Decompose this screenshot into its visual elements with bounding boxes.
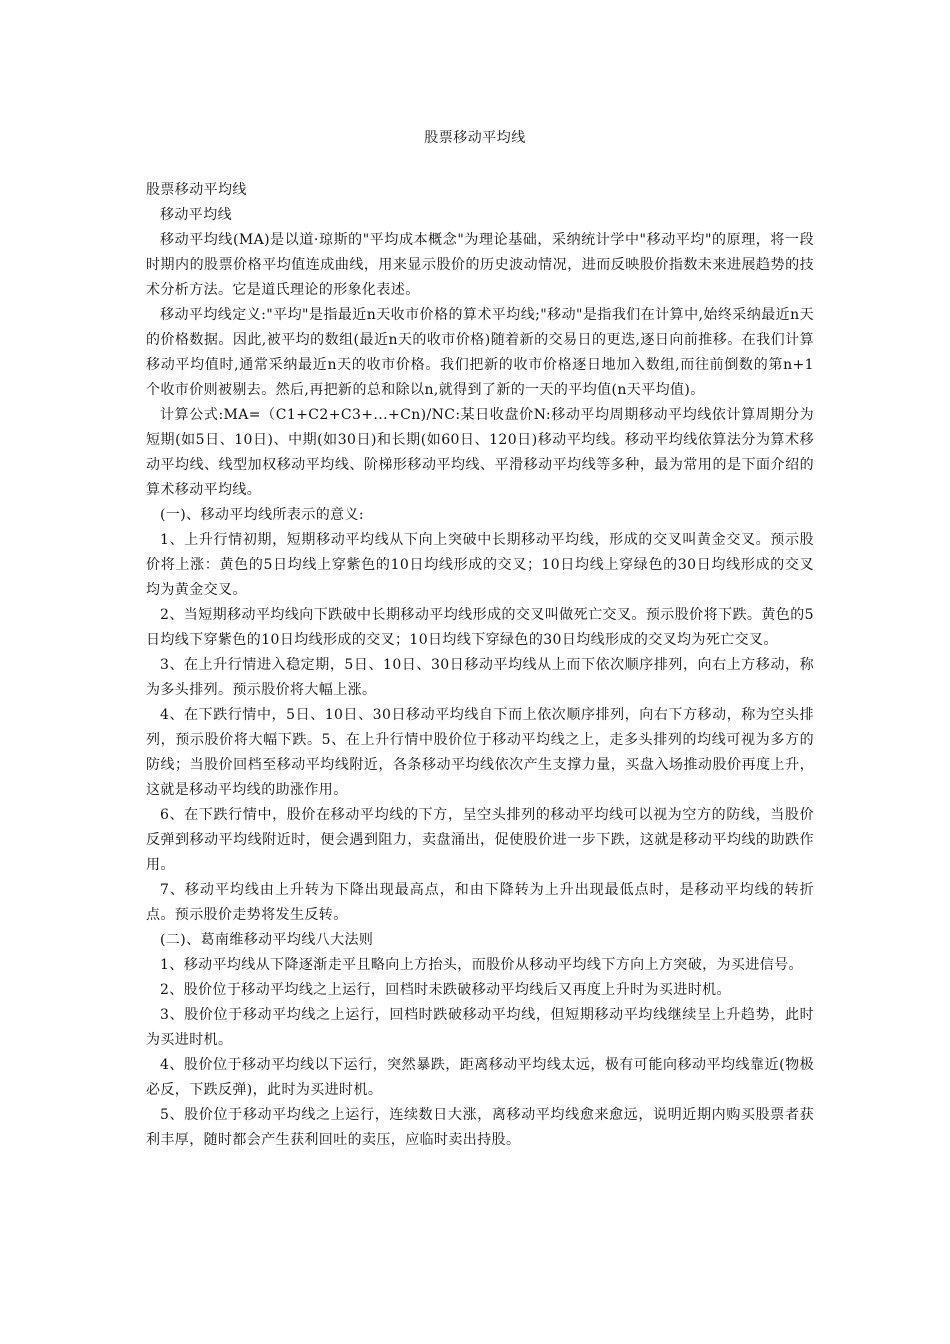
list-item: 4、在下跌行情中，5日、10日、30日移动平均线自下而上依次顺序排列，向右下方移动，称为空头排列，预示股价将大幅下跌。5、在上升行情中股价位于移动平均线之上，走多头排列的均线可视为多方的防线；当股价回档至移动平均线附近，各条移动平均线依次产生支撑力量，买盘入场推动股价再度上升，这就是移动平均线的助涨作用。 — [146, 707, 814, 798]
page-title: 股票移动平均线 — [424, 130, 526, 146]
list-item: 3、股价位于移动平均线之上运行，回档时跌破移动平均线，但短期移动平均线继续呈上升趋势，此时为买进时机。 — [146, 1007, 814, 1048]
list-item: 1、上升行情初期，短期移动平均线从下向上突破中长期移动平均线，形成的交叉叫黄金交叉。预示股价将上涨：黄色的5日均线上穿紫色的10日均线形成的交叉；10日均线上穿绿色的30日均线形成的交叉均为黄金交叉。 — [146, 532, 814, 598]
body-paragraph: 计算公式:MA=（C1+C2+C3+...+Cn)/NC:某日收盘价N:移动平均周期移动平均线依计算周期分为短期(如5日、10日)、中期(如30日)和长期(如60日、120日)移动平均线。移动平均线依算法分为算术移动平均线、线型加权移动平均线、阶梯形移动平均线、平滑移动平均线等多种，最为常用的是下面介绍的算术移动平均线。 — [146, 407, 814, 498]
list-item: 2、股价位于移动平均线之上运行，回档时未跌破移动平均线后又再度上升时为买进时机。 — [160, 982, 731, 998]
subsection-heading: 移动平均线 — [160, 207, 232, 223]
list-item: 4、股价位于移动平均线以下运行，突然暴跌，距离移动平均线太远，极有可能向移动平均线靠近(物极必反，下跌反弹)，此时为买进时机。 — [146, 1057, 814, 1098]
body-paragraph: 移动平均线(MA)是以道·琼斯的"平均成本概念"为理论基础，采纳统计学中"移动平均"的原理，将一段时期内的股票价格平均值连成曲线，用来显示股价的历史波动情况，进而反映股价指数未来进展趋势的技术分析方法。它是道氏理论的形象化表述。 — [146, 232, 814, 298]
list-item: 7、移动平均线由上升转为下降出现最高点，和由下降转为上升出现最低点时，是移动平均线的转折点。预示股价走势将发生反转。 — [146, 882, 814, 923]
list-heading: (二)、葛南维移动平均线八大法则 — [160, 932, 374, 948]
list-item: 3、在上升行情进入稳定期，5日、10日、30日移动平均线从上而下依次顺序排列，向右上方移动，称为多头排列。预示股价将大幅上涨。 — [146, 657, 814, 698]
section-heading: 股票移动平均线 — [146, 182, 247, 198]
body-paragraph: 移动平均线定义:"平均"是指最近n天收市价格的算术平均线;"移动"是指我们在计算中,始终采纳最近n天的价格数据。因此,被平均的数组(最近n天的收市价格)随着新的交易日的更迭,逐日向前推移。在我们计算移动平均值时,通常采纳最近n天的收市价格。我们把新的收市价格逐日地加入数组,而往前倒数的第n+1个收市价则被剔去。然后,再把新的总和除以n,就得到了新的一天的平均值(n天平均值)。 — [146, 307, 814, 398]
list-item: 5、股价位于移动平均线之上运行，连续数日大涨，离移动平均线愈来愈远，说明近期内购买股票者获利丰厚，随时都会产生获利回吐的卖压，应临时卖出持股。 — [146, 1107, 814, 1148]
list-item: 2、当短期移动平均线向下跌破中长期移动平均线形成的交叉叫做死亡交叉。预示股价将下跌。黄色的5日均线下穿紫色的10日均线形成的交叉；10日均线下穿绿色的30日均线形成的交叉均为死亡交叉。 — [146, 607, 814, 648]
list-item: 6、在下跌行情中，股价在移动平均线的下方，呈空头排列的移动平均线可以视为空方的防线，当股价反弹到移动平均线附近时，便会遇到阻力，卖盘涌出，促使股价进一步下跌，这就是移动平均线的助跌作用。 — [146, 807, 814, 873]
list-heading: (一)、移动平均线所表示的意义: — [160, 507, 365, 523]
list-item: 1、移动平均线从下降逐渐走平且略向上方抬头，而股价从移动平均线下方向上方突破，为买进信号。 — [160, 957, 803, 973]
document-body — [146, 178, 814, 1153]
